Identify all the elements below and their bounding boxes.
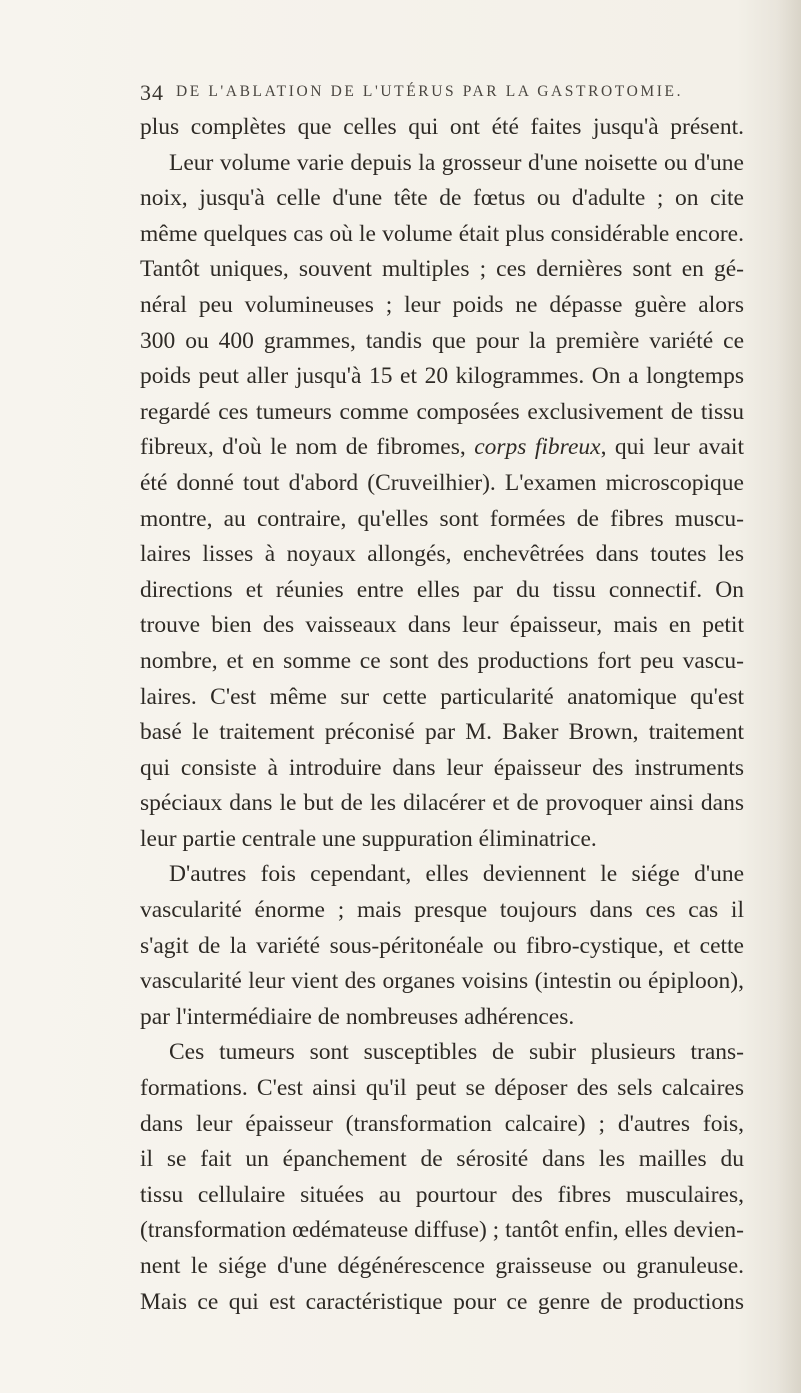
text-segment: trouve bien des vaisseaux dans leur épaisseur, mais en petit xyxy=(140,612,744,639)
running-head: DE L'ABLATION DE L'UTÉRUS PAR LA GASTROTOMIE. xyxy=(176,83,684,100)
text-segment: été donné tout d'abord (Cruveilhier). L'examen microscopique xyxy=(140,469,744,496)
text-line xyxy=(140,608,744,644)
text-segment: , qui leur avait xyxy=(600,434,744,461)
text-line xyxy=(140,1249,744,1285)
text-line xyxy=(140,751,744,787)
text-segment: laires lisses à noyaux allongés, enchevêtrées dans toutes les xyxy=(140,541,744,568)
text-segment: directions et réunies entre elles par du tissu connectif. On xyxy=(140,576,744,603)
text-segment: plus complètes que celles qui ont été faites jusqu'à présent. xyxy=(140,114,744,140)
text-segment: montre, au contraire, qu'elles sont formées de fibres muscu- xyxy=(140,505,744,532)
text-segment: regardé ces tumeurs comme composées exclusivement de tissu xyxy=(140,398,744,425)
text-line xyxy=(140,1285,744,1321)
text-line xyxy=(140,288,744,324)
text-segment: vascularité leur vient des organes voisins (intestin ou épiploon), xyxy=(140,968,744,995)
text-segment: par l'intermédiaire de nombreuses adhérences. xyxy=(140,1003,575,1030)
text-segment: noix, jusqu'à celle d'une tête de fœtus ou d'adulte ; on cite xyxy=(140,185,744,212)
text-line xyxy=(140,252,744,288)
text-segment: même quelques cas où le volume était plus considérable encore. xyxy=(140,220,744,247)
text-segment: poids peut aller jusqu'à 15 et 20 kilogrammes. On a longtemps xyxy=(140,363,744,390)
text-line xyxy=(140,964,744,1000)
text-segment: Tantôt uniques, souvent multiples ; ces dernières sont en gé- xyxy=(140,256,744,283)
text-line xyxy=(140,573,744,609)
text-line xyxy=(140,466,744,502)
text-segment: 300 ou 400 grammes, tandis que pour la première variété ce xyxy=(140,327,744,354)
text-segment: qui consiste à introduire dans leur épaisseur des instruments xyxy=(140,754,744,781)
text-line xyxy=(140,1035,744,1071)
text-line xyxy=(140,857,744,893)
text-line xyxy=(140,822,744,858)
text-line xyxy=(140,324,744,360)
text-line xyxy=(140,1142,744,1178)
text-line xyxy=(140,929,744,965)
text-segment: vascularité énorme ; mais presque toujours dans ces cas il xyxy=(140,897,744,924)
text-line xyxy=(140,430,744,466)
text-line xyxy=(140,110,744,146)
text-segment: Mais ce qui est caractéristique pour ce genre de productions xyxy=(140,1288,744,1315)
paragraph xyxy=(140,110,744,857)
text-line xyxy=(140,1107,744,1143)
text-segment: basé le traitement préconisé par M. Baker Brown, traitement xyxy=(140,719,744,746)
text-segment: (transformation œdémateuse diffuse) ; tantôt enfin, elles devien- xyxy=(140,1217,744,1244)
text-line xyxy=(140,359,744,395)
text-segment: tissu cellulaire situées au pourtour des fibres musculaires, xyxy=(140,1181,744,1208)
text-segment: D'autres fois cependant, elles deviennent le siége d'une xyxy=(169,861,744,888)
text-segment: Leur volume varie depuis la grosseur d'une noisette ou d'une xyxy=(169,149,744,176)
text-line xyxy=(140,715,744,751)
text-line xyxy=(140,1071,744,1107)
text-line xyxy=(140,893,744,929)
text-segment: Ces tumeurs sont susceptibles de subir plusieurs trans- xyxy=(169,1039,744,1066)
text-segment: laires. C'est même sur cette particularité anatomique qu'est xyxy=(140,683,744,710)
text-line xyxy=(140,680,744,716)
text-segment: spéciaux dans le but de les dilacérer et de provoquer ainsi dans xyxy=(140,790,744,817)
paragraph xyxy=(140,1035,744,1320)
text-line xyxy=(140,146,744,182)
text-line xyxy=(140,1000,744,1036)
text-segment: néral peu volumineuses ; leur poids ne dépasse guère alors xyxy=(140,291,744,318)
text-segment: nombre, et en somme ce sont des productions fort peu vascu- xyxy=(140,647,744,674)
text-segment: nent le siége d'une dégénérescence graisseuse ou granuleuse. xyxy=(140,1253,744,1279)
text-line xyxy=(140,217,744,253)
text-line xyxy=(140,502,744,538)
page-header xyxy=(140,80,740,106)
text-line xyxy=(140,181,744,217)
text-line xyxy=(140,1178,744,1214)
paragraph xyxy=(140,857,744,1035)
text-segment: il se fait un épanchement de sérosité dans les mailles du xyxy=(140,1146,744,1173)
text-segment: dans leur épaisseur (transformation calcaire) ; d'autres fois, xyxy=(140,1110,744,1137)
page-number: 34 xyxy=(140,80,164,105)
text-segment: formations. C'est ainsi qu'il peut se déposer des sels calcaires xyxy=(140,1075,744,1102)
text-line xyxy=(140,786,744,822)
text-segment: s'agit de la variété sous-péritonéale ou fibro-cystique, et cette xyxy=(140,932,744,959)
text-line xyxy=(140,395,744,431)
italic-term: corps fibreux xyxy=(474,434,601,461)
text-line xyxy=(140,1213,744,1249)
text-line xyxy=(140,537,744,573)
text-segment: leur partie centrale une suppuration éliminatrice. xyxy=(140,825,597,852)
text-line xyxy=(140,644,744,680)
body-text xyxy=(140,110,744,1320)
text-segment: fibreux, d'où le nom de fibromes, xyxy=(140,434,475,461)
